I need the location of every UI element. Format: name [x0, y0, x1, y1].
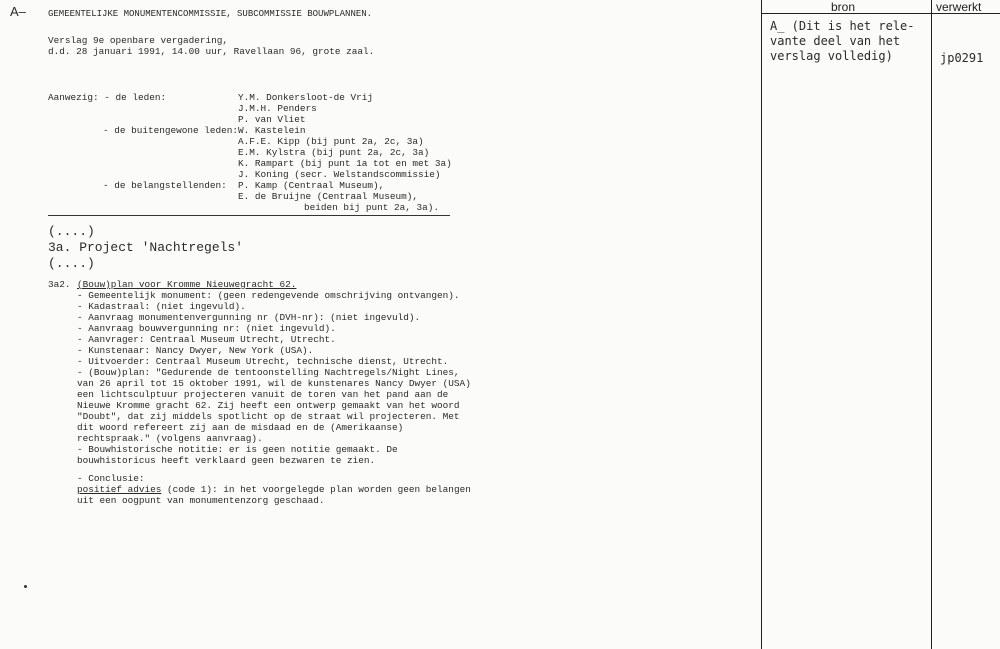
table-border-left — [761, 0, 762, 649]
detail-line: - Kadastraal: (niet ingevuld). — [77, 301, 246, 312]
extra-member-3: E.M. Kylstra (bij punt 2a, 2c, 3a) — [238, 147, 430, 158]
extra-member-1: W. Kastelein — [238, 125, 306, 136]
member-3: P. van Vliet — [238, 114, 306, 125]
detail-line: - (Bouw)plan: "Gedurende de tentoonstelling Nachtregels/Night Lines, — [77, 367, 460, 378]
extra-member-5: J. Koning (secr. Welstandscommissie) — [238, 169, 441, 180]
detail-line: bouwhistoricus heeft verklaard geen bezwaren te zien. — [77, 455, 376, 466]
document-header: GEMEENTELIJKE MONUMENTENCOMMISSIE, SUBCOMMISSIE BOUWPLANNEN. — [48, 9, 373, 19]
ellipsis-bottom: (....) — [48, 256, 95, 271]
conclusion-line-2: uit een oogpunt van monumentenzorg geschaad. — [77, 495, 325, 506]
source-note-line-2: vante deel van het — [770, 34, 901, 48]
interested-3: beiden bij punt 2a, 3a). — [304, 202, 440, 213]
extra-member-2: A.F.E. Kipp (bij punt 2a, 2c, 3a) — [238, 136, 424, 147]
detail-line: - Gemeentelijk monument: (geen redengevende omschrijving ontvangen). — [77, 290, 460, 301]
section-heading: 3a. Project 'Nachtregels' — [48, 240, 244, 255]
item-number: 3a2. — [48, 279, 71, 290]
source-note-line-3: verslag volledig) — [770, 49, 893, 63]
attendance-label: Aanwezig: - de leden: — [48, 92, 167, 103]
detail-line: - Bouwhistorische notitie: er is geen notitie gemaakt. De — [77, 444, 398, 455]
item-title: (Bouw)plan voor Kromme Nieuwegracht 62. — [77, 279, 297, 290]
member-1: Y.M. Donkersloot-de Vrij — [238, 92, 374, 103]
processed-code: jp0291 — [940, 51, 984, 65]
advice-verdict: positief advies — [77, 484, 162, 495]
meeting-line-2: d.d. 28 januari 1991, 14.00 uur, Ravellaan 96, grote zaal. — [48, 46, 375, 57]
ellipsis-top: (....) — [48, 224, 95, 239]
detail-line: een lichtsculptuur projecteren vanuit de toren van het pand aan de — [77, 389, 449, 400]
detail-line: - Aanvraag bouwvergunning nr: (niet ingevuld). — [77, 323, 336, 334]
member-2: J.M.H. Penders — [238, 103, 317, 114]
detail-line: - Uitvoerder: Centraal Museum Utrecht, technische dienst, Utrecht. — [77, 356, 449, 367]
extra-members-label: - de buitengewone leden: — [103, 125, 239, 136]
scan-speck — [24, 585, 27, 588]
conclusion-label: - Conclusie: — [77, 473, 145, 484]
interested-2: E. de Bruijne (Centraal Museum), — [238, 191, 419, 202]
interested-label: - de belangstellenden: — [103, 180, 227, 191]
column-header-bron: bron — [831, 0, 856, 14]
meeting-line-1: Verslag 9e openbare vergadering, — [48, 35, 229, 46]
detail-line: rechtspraak." (volgens aanvraag). — [77, 433, 263, 444]
detail-line: van 26 april tot 15 oktober 1991, wil de kunstenares Nancy Dwyer (USA) — [77, 378, 471, 389]
table-border-middle — [931, 0, 932, 649]
detail-line: - Aanvrager: Centraal Museum Utrecht, Utrecht. — [77, 334, 336, 345]
detail-line: - Aanvraag monumentenvergunning nr (DVH-nr): (niet ingevuld). — [77, 312, 421, 323]
source-note-line-1: A_ (Dit is het rele- — [770, 19, 915, 33]
detail-line: dit woord refereert zij aan de misdaad en de (Amerikaanse) — [77, 422, 404, 433]
column-header-verwerkt: verwerkt — [936, 0, 982, 14]
section-marker: A– — [10, 4, 26, 19]
detail-line: - Kunstenaar: Nancy Dwyer, New York (USA). — [77, 345, 314, 356]
advice-text: (code 1): in het voorgelegde plan worden geen belangen — [161, 484, 471, 495]
conclusion-line — [77, 484, 471, 496]
separator-line — [48, 215, 450, 216]
detail-line: Nieuwe Kromme gracht 62. Zij heeft een ontwerp gemaakt van het woord — [77, 400, 460, 411]
extra-member-4: K. Rampart (bij punt 1a tot en met 3a) — [238, 158, 452, 169]
detail-line: "Doubt", dat zij middels spotlicht op de straat wil projecteren. Met — [77, 411, 460, 422]
interested-1: P. Kamp (Centraal Museum), — [238, 180, 385, 191]
